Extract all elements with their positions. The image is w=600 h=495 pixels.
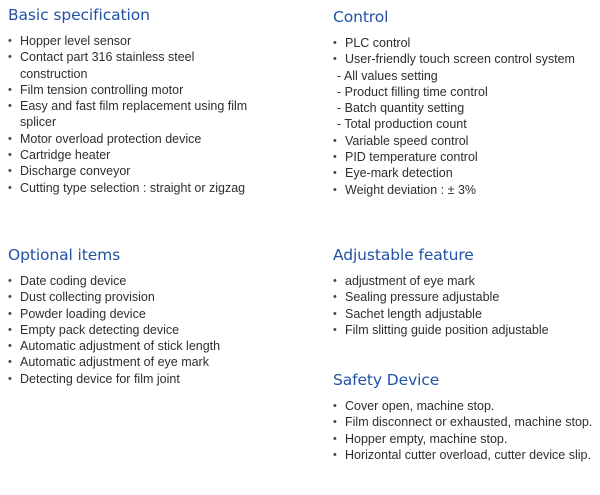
list-item xyxy=(333,84,595,100)
list-item xyxy=(333,182,595,198)
list-item xyxy=(333,322,595,338)
list-item-text: Dust collecting provision xyxy=(20,290,155,305)
bullet-icon: • xyxy=(333,432,337,445)
list-item xyxy=(333,414,595,430)
list-item-text: Easy and fast film replacement using film splicer xyxy=(20,99,248,130)
bullet-icon: • xyxy=(8,372,12,385)
list-item-text: Sachet length adjustable xyxy=(345,306,482,321)
list-item xyxy=(333,116,595,132)
list-item-text: Variable speed control xyxy=(345,133,469,148)
list-item-text: - Product filling time control xyxy=(337,84,488,99)
list-item xyxy=(333,149,595,165)
bullet-icon: • xyxy=(8,340,12,353)
list-item-text: Discharge conveyor xyxy=(20,164,131,179)
section-title: Optional items xyxy=(8,246,121,264)
spec-list xyxy=(8,273,268,387)
section-title: Control xyxy=(333,8,389,26)
list-item-text: - All values setting xyxy=(337,68,438,83)
list-item-text: Detecting device for film joint xyxy=(20,371,180,386)
bullet-icon: • xyxy=(8,275,12,287)
list-item xyxy=(8,354,268,370)
bullet-icon: • xyxy=(333,448,337,461)
safety-device-section xyxy=(333,371,595,463)
list-item xyxy=(333,398,595,414)
section-title: Adjustable feature xyxy=(333,246,474,264)
bullet-icon: • xyxy=(8,307,12,320)
list-item xyxy=(333,51,595,67)
list-item-text: - Total production count xyxy=(337,117,467,132)
bullet-icon: • xyxy=(333,167,337,180)
list-item xyxy=(8,371,268,387)
list-item xyxy=(8,306,268,322)
list-item xyxy=(8,49,248,82)
bullet-icon: • xyxy=(333,275,337,287)
list-item-text: Motor overload protection device xyxy=(20,131,202,146)
bullet-icon: • xyxy=(8,100,12,113)
bullet-icon: • xyxy=(8,356,12,369)
list-item-text: Weight deviation : ± 3% xyxy=(345,182,477,197)
list-item-text: - Batch quantity setting xyxy=(337,101,465,116)
bullet-icon: • xyxy=(8,323,12,336)
list-item xyxy=(333,289,595,305)
bullet-icon: • xyxy=(333,307,337,320)
spec-list xyxy=(333,35,595,198)
list-item-text: Horizontal cutter overload, cutter device slip. xyxy=(345,447,591,462)
bullet-icon: • xyxy=(333,183,337,196)
bullet-icon: • xyxy=(333,416,337,429)
list-item-text: Empty pack detecting device xyxy=(20,322,180,337)
list-item xyxy=(333,447,595,463)
list-item-text: Contact part 316 stainless steel construction xyxy=(20,50,195,81)
list-item xyxy=(333,133,595,149)
bullet-icon: • xyxy=(8,291,12,304)
bullet-icon: • xyxy=(333,37,337,49)
list-item-text: adjustment of eye mark xyxy=(345,274,475,288)
bullet-icon: • xyxy=(333,323,337,336)
list-item-text: Film slitting guide position adjustable xyxy=(345,322,549,337)
bullet-icon: • xyxy=(333,400,337,412)
list-item-text: PID temperature control xyxy=(345,150,478,165)
bullet-icon: • xyxy=(8,51,12,64)
bullet-icon: • xyxy=(8,149,12,162)
list-item xyxy=(8,180,248,196)
bullet-icon: • xyxy=(8,83,12,96)
spec-list xyxy=(8,33,248,196)
list-item-text: Powder loading device xyxy=(20,306,146,321)
list-item xyxy=(8,289,268,305)
spec-list xyxy=(333,398,595,463)
bullet-icon: • xyxy=(8,35,12,47)
list-item xyxy=(8,98,248,131)
list-item xyxy=(333,165,595,181)
list-item-text: Date coding device xyxy=(20,274,127,288)
basic-specification-section xyxy=(8,6,248,196)
bullet-icon: • xyxy=(8,132,12,145)
bullet-icon: • xyxy=(333,151,337,164)
optional-items-section xyxy=(8,246,268,387)
section-title: Safety Device xyxy=(333,371,440,389)
list-item-text: Film disconnect or exhausted, machine stop. xyxy=(345,415,593,430)
list-item xyxy=(333,100,595,116)
list-item xyxy=(333,306,595,322)
list-item-text: User-friendly touch screen control system xyxy=(345,52,575,67)
list-item xyxy=(8,273,268,289)
bullet-icon: • xyxy=(8,165,12,178)
section-title: Basic specification xyxy=(8,6,150,24)
list-item xyxy=(333,35,595,51)
list-item xyxy=(8,163,248,179)
list-item-text: Automatic adjustment of eye mark xyxy=(20,355,209,370)
list-item-text: Automatic adjustment of stick length xyxy=(20,339,221,354)
list-item-text: Cutting type selection : straight or zigzag xyxy=(20,180,246,195)
list-item xyxy=(8,131,248,147)
list-item-text: Cover open, machine stop. xyxy=(345,399,495,413)
list-item xyxy=(8,322,268,338)
bullet-icon: • xyxy=(333,291,337,304)
list-item-text: Cartridge heater xyxy=(20,148,111,163)
list-item-text: Hopper empty, machine stop. xyxy=(345,431,508,446)
list-item xyxy=(333,68,595,84)
bullet-icon: • xyxy=(8,181,12,194)
list-item xyxy=(333,431,595,447)
list-item xyxy=(333,273,595,289)
bullet-icon: • xyxy=(333,53,337,66)
list-item-text: Eye-mark detection xyxy=(345,166,453,181)
list-item xyxy=(8,33,248,49)
control-section xyxy=(333,8,595,198)
list-item-text: Film tension controlling motor xyxy=(20,82,184,97)
list-item-text: Hopper level sensor xyxy=(20,34,132,48)
list-item-text: PLC control xyxy=(345,36,411,50)
adjustable-feature-section xyxy=(333,246,595,338)
bullet-icon: • xyxy=(333,134,337,147)
list-item xyxy=(8,147,248,163)
list-item-text: Sealing pressure adjustable xyxy=(345,290,500,305)
spec-list xyxy=(333,273,595,338)
list-item xyxy=(8,82,248,98)
list-item xyxy=(8,338,268,354)
